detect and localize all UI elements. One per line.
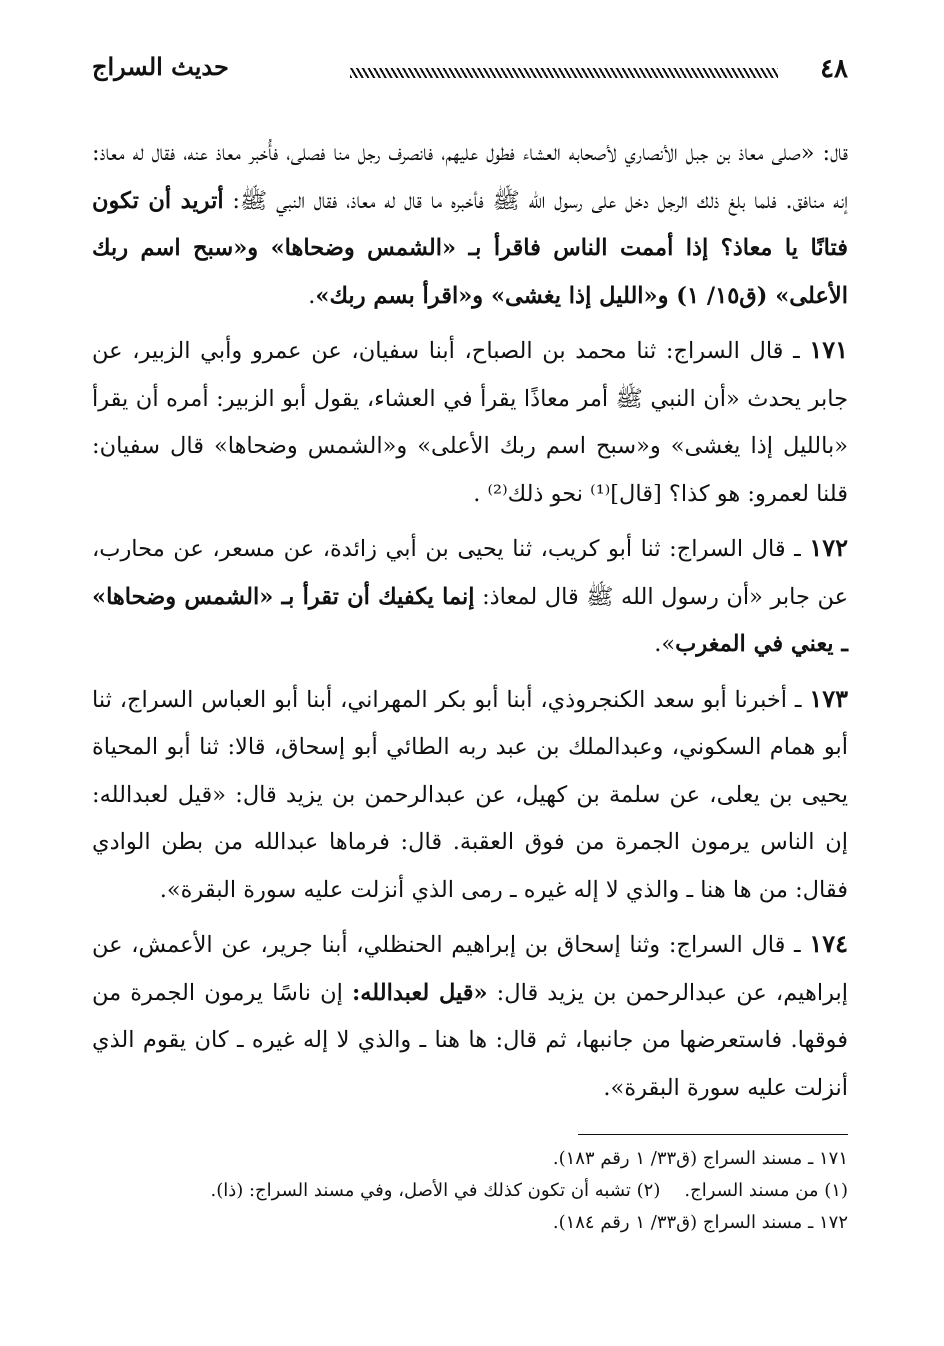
footnote-2: (٢) تشبه أن تكون كذلك في الأصل، وفي مسند السراج: (ذا). bbox=[210, 1180, 661, 1201]
text-segment: ـ قال السراج: ثنا أبو كريب، ثنا يحيى بن أبي زائدة، عن مسعر، عن محارب، عن جابر «أن رسول الله ﷺ قال لمعاذ: bbox=[92, 536, 848, 610]
header-hatch-rule bbox=[350, 68, 778, 78]
hadith-173 bbox=[92, 675, 848, 915]
text-segment: ـ قال السراج: ثنا محمد بن الصباح، أبنا سفيان، عن عمرو وأبي الزبير، عن جابر يحدث «أن النبي ﷺ أمر معاذًا يقرأ في العشاء، يقول أبو الزبير: أمره أن يقرأ «بالليل إذا يغشى» و«سبح اسم ربك الأعلى» و«الشمس وضحاها» قال سفيان: قلنا لعمرو: هو كذا؟ [قال]⁽¹⁾ نحو ذلك⁽²⁾ . bbox=[92, 338, 848, 507]
bold-segment: إنما يكفيك أن تقرأ بـ «الشمس وضحاها» ـ يعني في المغرب bbox=[92, 583, 848, 657]
footnote-line: ١٧٢ ـ مسند السراج (ق٣٣/ ١ رقم ١٨٤). bbox=[552, 1212, 848, 1233]
hadith-171 bbox=[92, 326, 848, 518]
text-segment: . bbox=[308, 282, 316, 309]
hadith-number: ١٧١ bbox=[809, 335, 848, 364]
text-segment: ـ قال السراج: وثنا إسحاق بن إبراهيم الحنظلي، أبنا جرير، عن الأعمش، عن إبراهيم، عن عبدالرحمن بن يزيد قال: bbox=[92, 932, 849, 1006]
footnote-line: ١٧١ ـ مسند السراج (ق٣٣/ ١ رقم ١٨٣). bbox=[552, 1148, 848, 1169]
running-title: حديث السراج bbox=[92, 52, 229, 81]
hadith-174 bbox=[92, 920, 848, 1112]
hadith-number: ١٧٤ bbox=[809, 929, 848, 958]
main-text bbox=[92, 130, 848, 1112]
text-segment: ـ أخبرنا أبو سعد الكنجروذي، أبنا أبو بكر المهراني، أبنا أبو العباس السراج، ثنا أبو همام السكوني، وعبدالملك بن عبد ربه الطائي أبو إسحاق، قالا: ثنا أبو المحياة يحيى بن يعلى، عن سلمة بن كهيل، عن عبدالرحمن بن يزيد قال: «قيل لعبدالله: إن الناس يرمون الجمرة من فوق العقبة. قال: فرماها عبدالله من بطن الوادي فقال: من ها هنا ـ والذي لا إله غيره ـ رمى الذي أنزلت عليه سورة البقرة». bbox=[92, 686, 848, 903]
page-header bbox=[92, 48, 848, 88]
page-number: ٤٨ bbox=[820, 54, 848, 84]
bold-segment: أتريد أن تكون فتانًا يا معاذ؟ إذا أممت الناس فاقرأ بـ «الشمس وضحاها» و«سبح اسم ربك الأعلى» (ق١٥/ ١) و«الليل إذا يغشى» و«اقرأ بسم ربك» bbox=[92, 187, 848, 309]
hadith-number: ١٧٣ bbox=[809, 683, 848, 713]
hadith-172 bbox=[92, 524, 848, 669]
text-segment: قال: «صلى معاذ بن جبل الأنصاري لأصحابه العشاء فطول عليهم، فانصرف رجل منا فصلى، فأُخبر معاذ عنه، فقال له معاذ: إنه منافق. فلما بلغ ذلك الرجل دخل على رسول الله ﷺ فأخبره ما قال له معاذ، فقال النبي ﷺ: bbox=[92, 140, 848, 214]
paragraph-intro bbox=[92, 130, 848, 320]
hadith-number: ١٧٢ bbox=[809, 533, 848, 562]
footnote-line bbox=[92, 1175, 848, 1207]
bold-segment: «قيل لعبدالله: bbox=[351, 979, 488, 1006]
footnotes bbox=[92, 1134, 848, 1239]
footnote-rule bbox=[578, 1134, 848, 1135]
footnote-1: (١) من مسند السراج. bbox=[684, 1180, 848, 1201]
text-segment: ». bbox=[654, 631, 676, 657]
text-segment: إن ناسًا يرمون الجمرة من فوقها. فاستعرضها من جانبها، ثم قال: ها هنا ـ والذي لا إله غيره ـ كان يقوم الذي أنزلت عليه سورة البقرة». bbox=[92, 979, 848, 1101]
